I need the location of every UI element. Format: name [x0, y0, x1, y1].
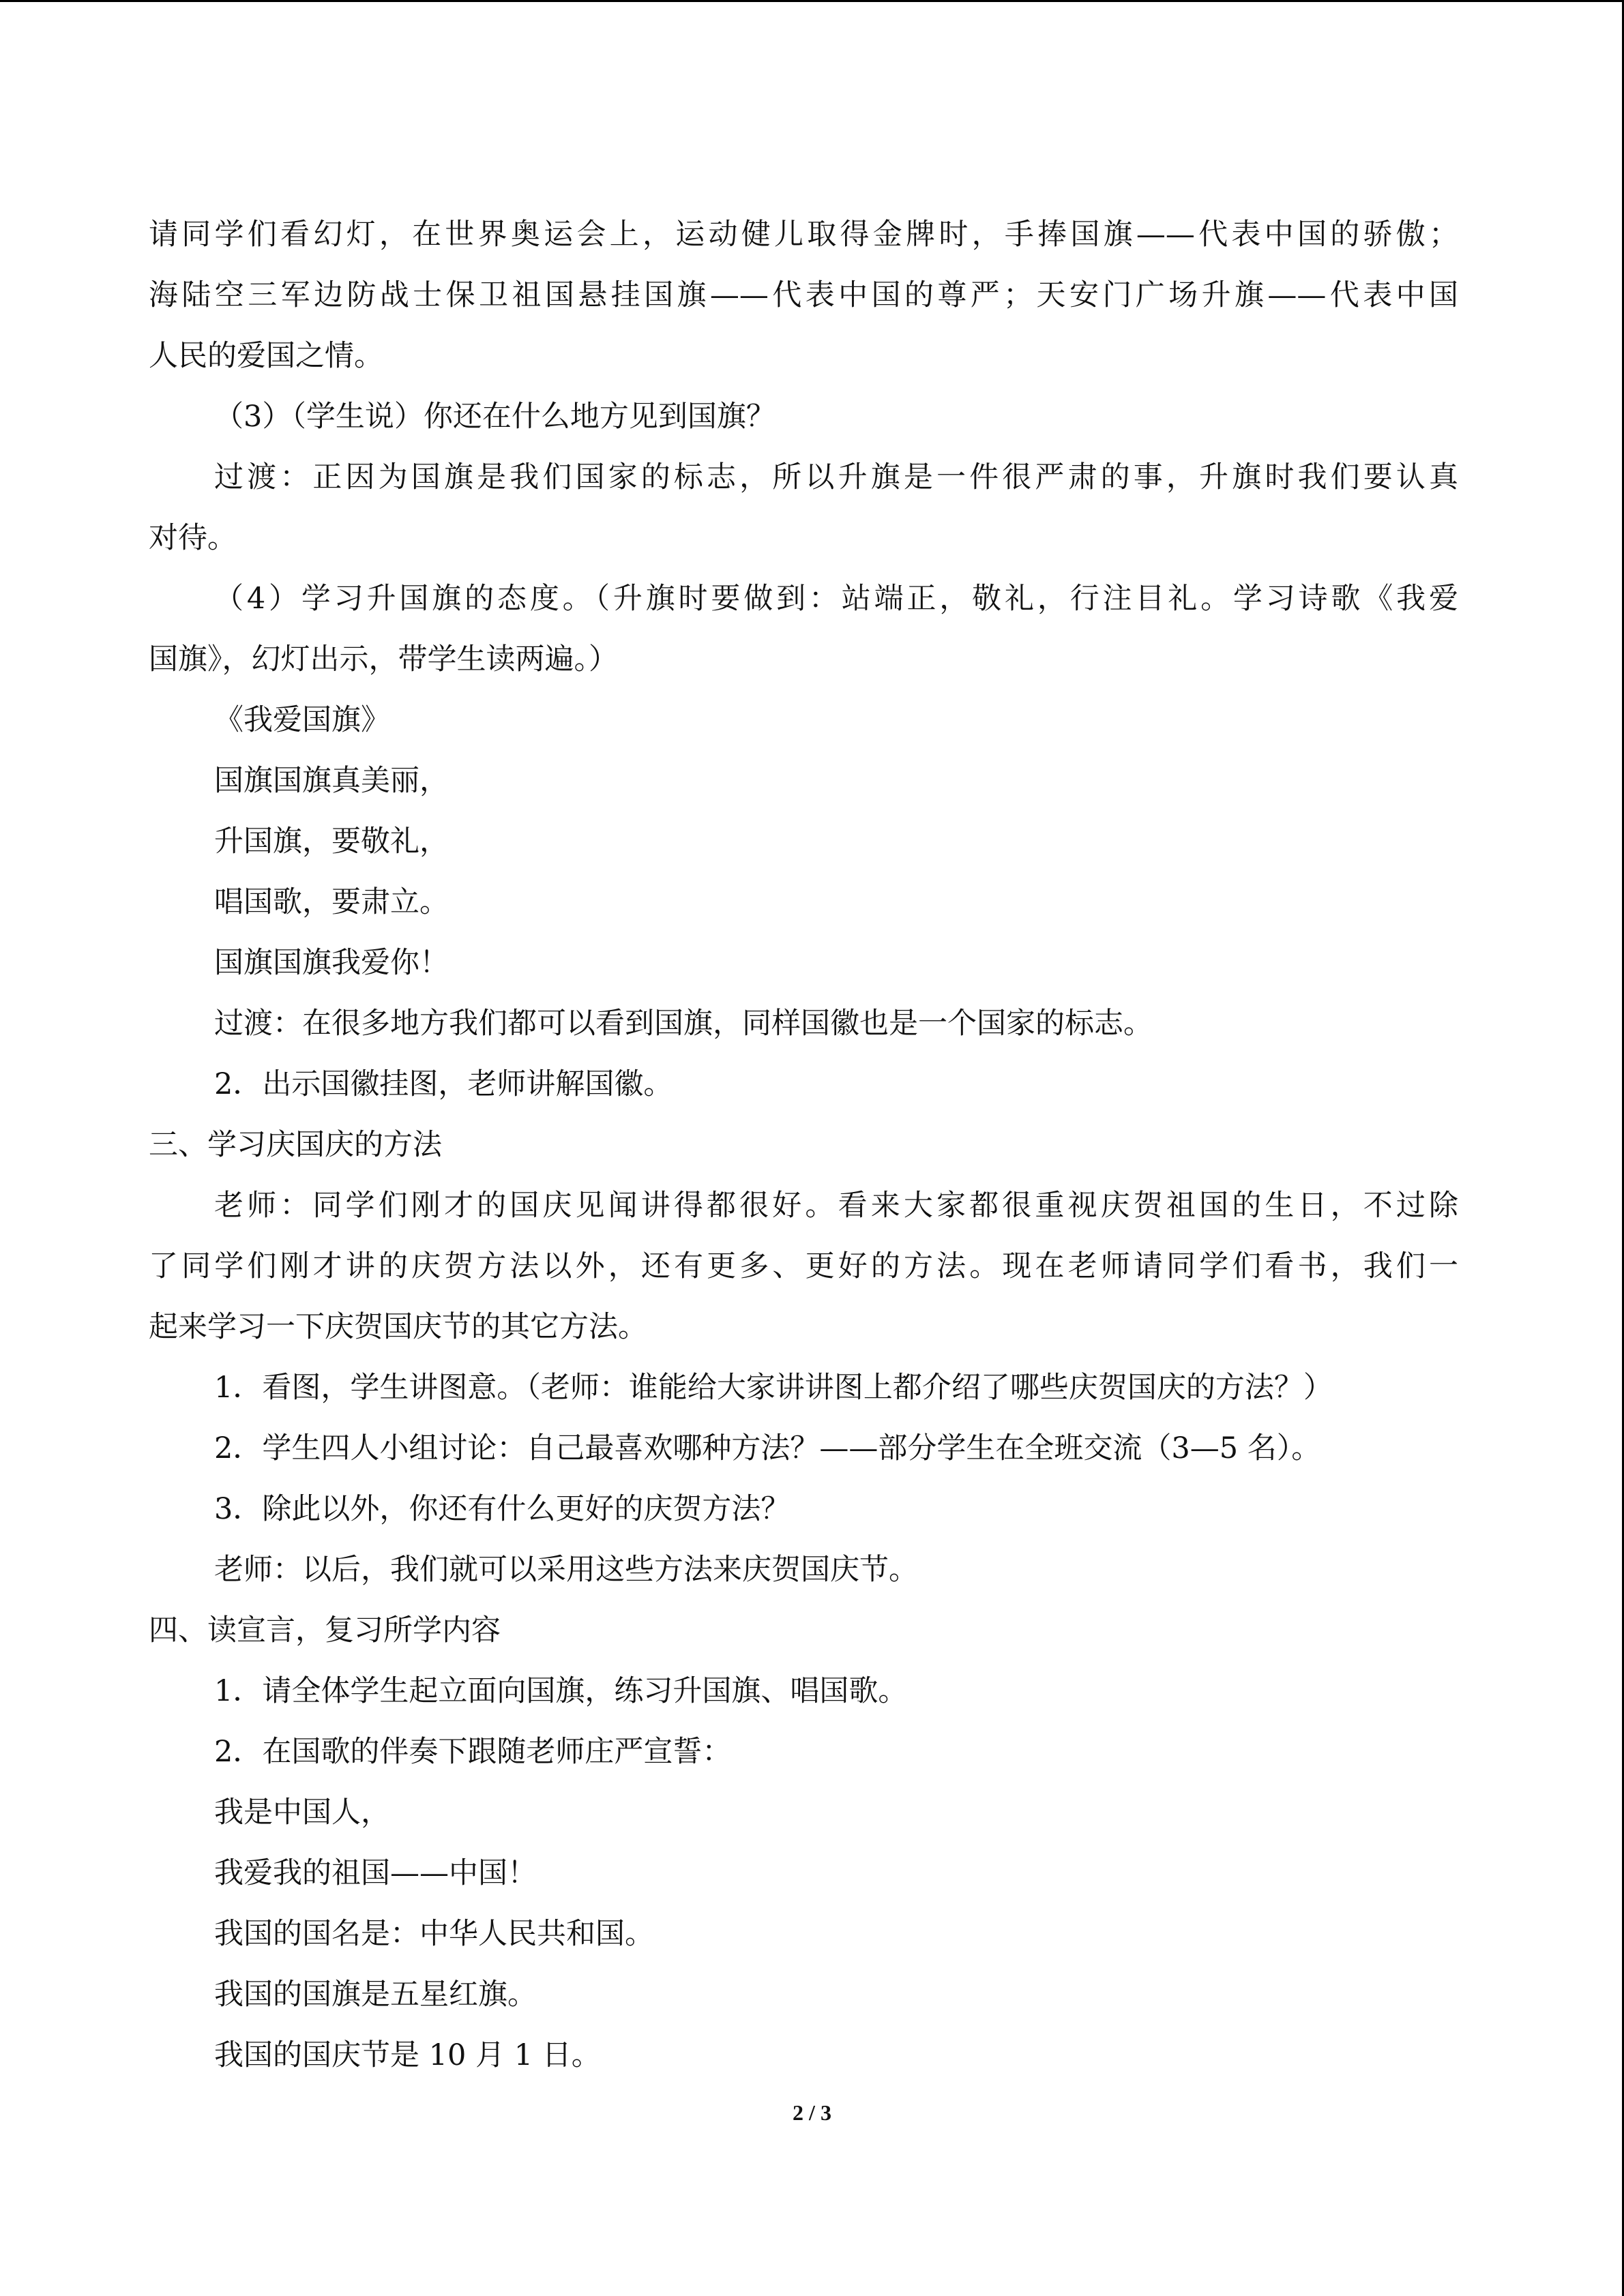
- poem-line: 国旗国旗我爱你！: [214, 946, 449, 980]
- paragraph-line: 2．出示国徽挂图，老师讲解国徽。: [214, 1067, 673, 1101]
- page-number: 2 / 3: [793, 2100, 831, 2125]
- document-body: [149, 205, 1458, 2086]
- paragraph-line: 对待。: [149, 521, 237, 555]
- section-heading: 四、读宣言，复习所学内容: [149, 1613, 501, 1648]
- poem-line: 国旗国旗真美丽，: [214, 764, 449, 798]
- pledge-line: 我国的国旗是五星红旗。: [214, 1978, 537, 2012]
- paragraph-line: 老师：以后，我们就可以采用这些方法来庆贺国庆节。: [214, 1553, 918, 1587]
- top-border-line: [0, 0, 1624, 2]
- list-item: 2．学生四人小组讨论：自己最喜欢哪种方法？——部分学生在全班交流（3—5 名）。: [214, 1431, 1321, 1465]
- paragraph-line: （3）（学生说）你还在什么地方见到国旗？: [214, 400, 776, 434]
- section-heading: 三、学习庆国庆的方法: [149, 1128, 442, 1162]
- pledge-line: 我国的国庆节是 10 月 1 日。: [214, 2038, 601, 2072]
- paragraph-line: 了同学们刚才讲的庆贺方法以外，还有更多、更好的方法。现在老师请同学们看书，我们一: [149, 1249, 1458, 1283]
- pledge-line: 我爱我的祖国——中国！: [214, 1856, 537, 1890]
- paragraph-line: 请同学们看幻灯，在世界奥运会上，运动健儿取得金牌时，手捧国旗——代表中国的骄傲；: [149, 218, 1458, 252]
- pledge-line: 我是中国人，: [214, 1795, 390, 1830]
- paragraph-line: 国旗》，幻灯出示，带学生读两遍。）: [149, 642, 618, 676]
- poem-line: 升国旗，要敬礼，: [214, 824, 449, 859]
- list-item: 3．除此以外，你还有什么更好的庆贺方法？: [214, 1492, 791, 1526]
- paragraph-line: 过渡：在很多地方我们都可以看到国旗，同样国徽也是一个国家的标志。: [214, 1007, 1153, 1041]
- paragraph-line: （4）学习升国旗的态度。（升旗时要做到：站端正，敬礼，行注目礼。学习诗歌《我爱: [214, 582, 1458, 616]
- poem-line: 唱国歌，要肃立。: [214, 885, 449, 919]
- paragraph-line: 人民的爱国之情。: [149, 339, 383, 373]
- pledge-line: 我国的国名是：中华人民共和国。: [214, 1917, 654, 1951]
- paragraph-line: 海陆空三军边防战士保卫祖国悬挂国旗——代表中国的尊严；天安门广场升旗——代表中国: [149, 278, 1458, 312]
- paragraph-line: 过渡：正因为国旗是我们国家的标志，所以升旗是一件很严肃的事，升旗时我们要认真: [214, 460, 1458, 494]
- poem-title: 《我爱国旗》: [214, 703, 390, 737]
- list-item: 1．看图，学生讲图意。（老师：谁能给大家讲讲图上都介绍了哪些庆贺国庆的方法？）: [214, 1371, 1333, 1405]
- list-item: 2．在国歌的伴奏下跟随老师庄严宣誓：: [214, 1735, 732, 1769]
- paragraph-line: 老师：同学们刚才的国庆见闻讲得都很好。看来大家都很重视庆贺祖国的生日，不过除: [214, 1189, 1458, 1223]
- list-item: 1．请全体学生起立面向国旗，练习升国旗、唱国歌。: [214, 1674, 908, 1708]
- paragraph-line: 起来学习一下庆贺国庆节的其它方法。: [149, 1310, 647, 1344]
